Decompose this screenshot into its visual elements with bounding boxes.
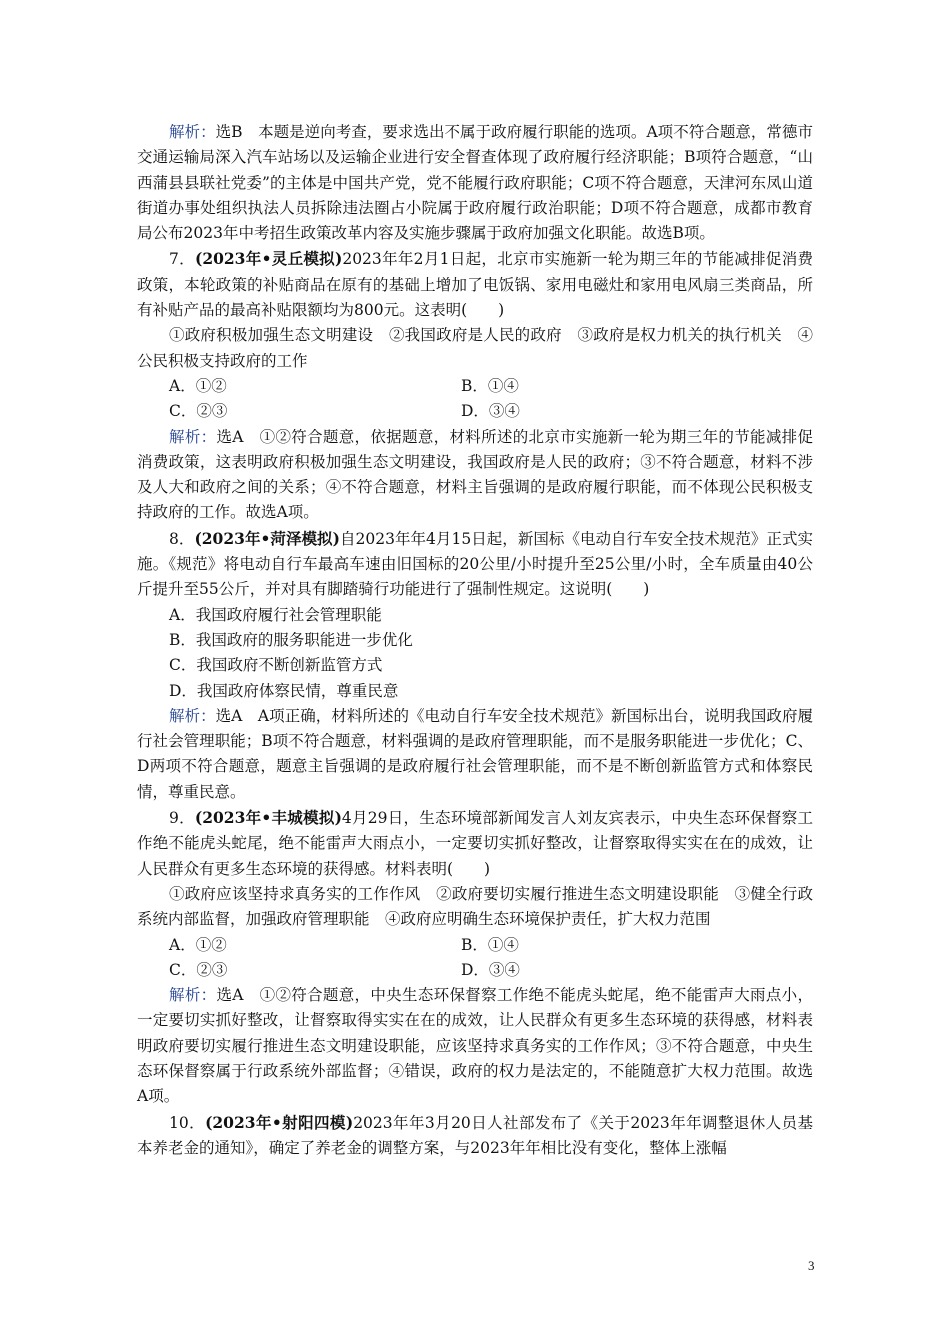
option-c: C．②③ xyxy=(169,402,228,421)
analysis-label: 解析： xyxy=(169,427,217,446)
option-b: B．①④ xyxy=(461,376,519,395)
analysis-text: 选A ①②符合题意，依据题意，材料所述的北京市实施新一轮为期三年的节能减排促消费政策，这表明政府积极加强生态文明建设，我国政府是人民的政府；③不符合题意，材料不涉及人大和政府之间的关系；④不符合题意，材料主旨强调的是政府履行职能，而不体现公民积极支持政府的工作。故选A项。 xyxy=(137,427,813,522)
question-10 xyxy=(137,1110,813,1162)
question-9 xyxy=(137,805,813,882)
option-a: A．①② xyxy=(169,376,227,395)
question-9-options-row-2 xyxy=(137,958,813,983)
question-source: (2023年•射阳四模) xyxy=(205,1112,354,1132)
question-number: 7． xyxy=(169,250,195,269)
question-9-statements: ①政府应该坚持求真务实的工作作风 ②政府要切实履行推进生态文明建设职能 ③健全行政系统内部监督，加强政府管理职能 ④政府应明确生态环境保护责任，扩大权力范围 xyxy=(137,884,813,929)
question-8 xyxy=(137,526,813,603)
option-d: D．③④ xyxy=(461,960,520,979)
question-stem: 2023年年2月1日起，北京市实施新一轮为期三年的节能减排促消费政策，本轮政策的补贴商品在原有的基础上增加了电饭锅、家用电磁灶和家用电风扇三类商品，所有补贴产品的最高补贴限额均为800元。这表明( ) xyxy=(137,250,814,320)
question-7 xyxy=(137,246,813,323)
analysis-text: 选B 本题是逆向考查，要求选出不属于政府履行职能的选项。A项不符合题意，常德市交通运输局深入汽车站场以及运输企业进行安全督查体现了政府履行经济职能；B项符合题意，“山西蒲县县联社党委”的主体是中国共产党，党不能履行政府职能；C项不符合题意，天津河东凤山道街道办事处组织执法人员拆除违法圈占小院属于政府履行政治职能；D项不符合题意，成都市教育局公布2023年中考招生政策改革内容及实施步骤属于政府加强文化职能。故选B项。 xyxy=(137,123,813,243)
question-stem: 自2023年年4月15日起，新国标《电动自行车安全技术规范》正式实施。《规范》将电动自行车最高车速由旧国标的20公里/小时提升至25公里/小时，全车质量由40公斤提升至55公斤，并对具有脚踏骑行功能进行了强制性规定。这说明( ) xyxy=(137,529,813,599)
analysis-q8 xyxy=(137,704,813,805)
question-source: (2023年•菏泽模拟) xyxy=(194,528,340,548)
analysis-text: 选A A项正确，材料所述的《电动自行车安全技术规范》新国标出台，说明我国政府履行社会管理职能；B项不符合题意，材料强调的是政府管理职能，而不是服务职能进一步优化；C、D两项不符合题意，题意主旨强调的是政府履行社会管理职能，而不是不断创新监管方式和体察民情，尊重民意。 xyxy=(137,706,813,801)
analysis-q7 xyxy=(137,425,813,526)
question-7-statements: ①政府积极加强生态文明建设 ②我国政府是人民的政府 ③政府是权力机关的执行机关 ④公民积极支持政府的工作 xyxy=(137,326,813,370)
analysis-label: 解析： xyxy=(169,123,216,141)
page-content xyxy=(137,120,813,1161)
option-b: B．我国政府的服务职能进一步优化 xyxy=(169,630,413,649)
analysis-text: 选A ①②符合题意，中央生态环保督察工作绝不能虎头蛇尾，绝不能雷声大雨点小，一定要切实抓好整改，让督察取得实实在在的成效，让人民群众有更多生态环境的获得感，材料表明政府要切实履行推进生态文明建设职能，应该坚持求真务实的工作作风；③不符合题意，中央生态环保督察属于行政系统外部监督；④错误，政府的权力是法定的，不能随意扩大权力范围。故选A项。 xyxy=(137,986,813,1106)
question-7-options-row-1 xyxy=(137,374,813,399)
question-9-options-row-1 xyxy=(137,933,813,958)
option-c: C．我国政府不断创新监管方式 xyxy=(169,656,383,675)
page-number: 3 xyxy=(808,1258,815,1273)
option-c: C．②③ xyxy=(169,960,228,979)
question-number: 10． xyxy=(169,1113,206,1132)
option-a: A．我国政府履行社会管理职能 xyxy=(169,605,382,624)
analysis-q6 xyxy=(137,120,813,246)
question-source: (2023年•灵丘模拟) xyxy=(194,249,343,269)
question-source: (2023年•丰城模拟) xyxy=(194,808,342,828)
question-stem: 4月29日，生态环境部新闻发言人刘友宾表示，中央生态环保督察工作绝不能虎头蛇尾，绝不能雷声大雨点小，一定要切实抓好整改，让督察取得实实在在的成效，让人民群众有更多生态环境的获得感。材料表明( ) xyxy=(137,809,813,878)
analysis-label: 解析： xyxy=(169,986,217,1005)
option-a: A．①② xyxy=(169,935,227,954)
analysis-q9 xyxy=(137,983,813,1109)
question-7-options-row-2 xyxy=(137,399,813,424)
option-b: B．①④ xyxy=(461,935,519,954)
question-number: 9． xyxy=(169,809,195,828)
analysis-label: 解析： xyxy=(169,706,216,725)
question-number: 8． xyxy=(169,529,195,548)
option-d: D．我国政府体察民情，尊重民意 xyxy=(169,681,399,700)
question-stem: 2023年年3月20日人社部发布了《关于2023年年调整退休人员基本养老金的通知》，确定了养老金的调整方案，与2023年年相比没有变化，整体上涨幅 xyxy=(137,1113,814,1157)
option-d: D．③④ xyxy=(461,402,520,421)
